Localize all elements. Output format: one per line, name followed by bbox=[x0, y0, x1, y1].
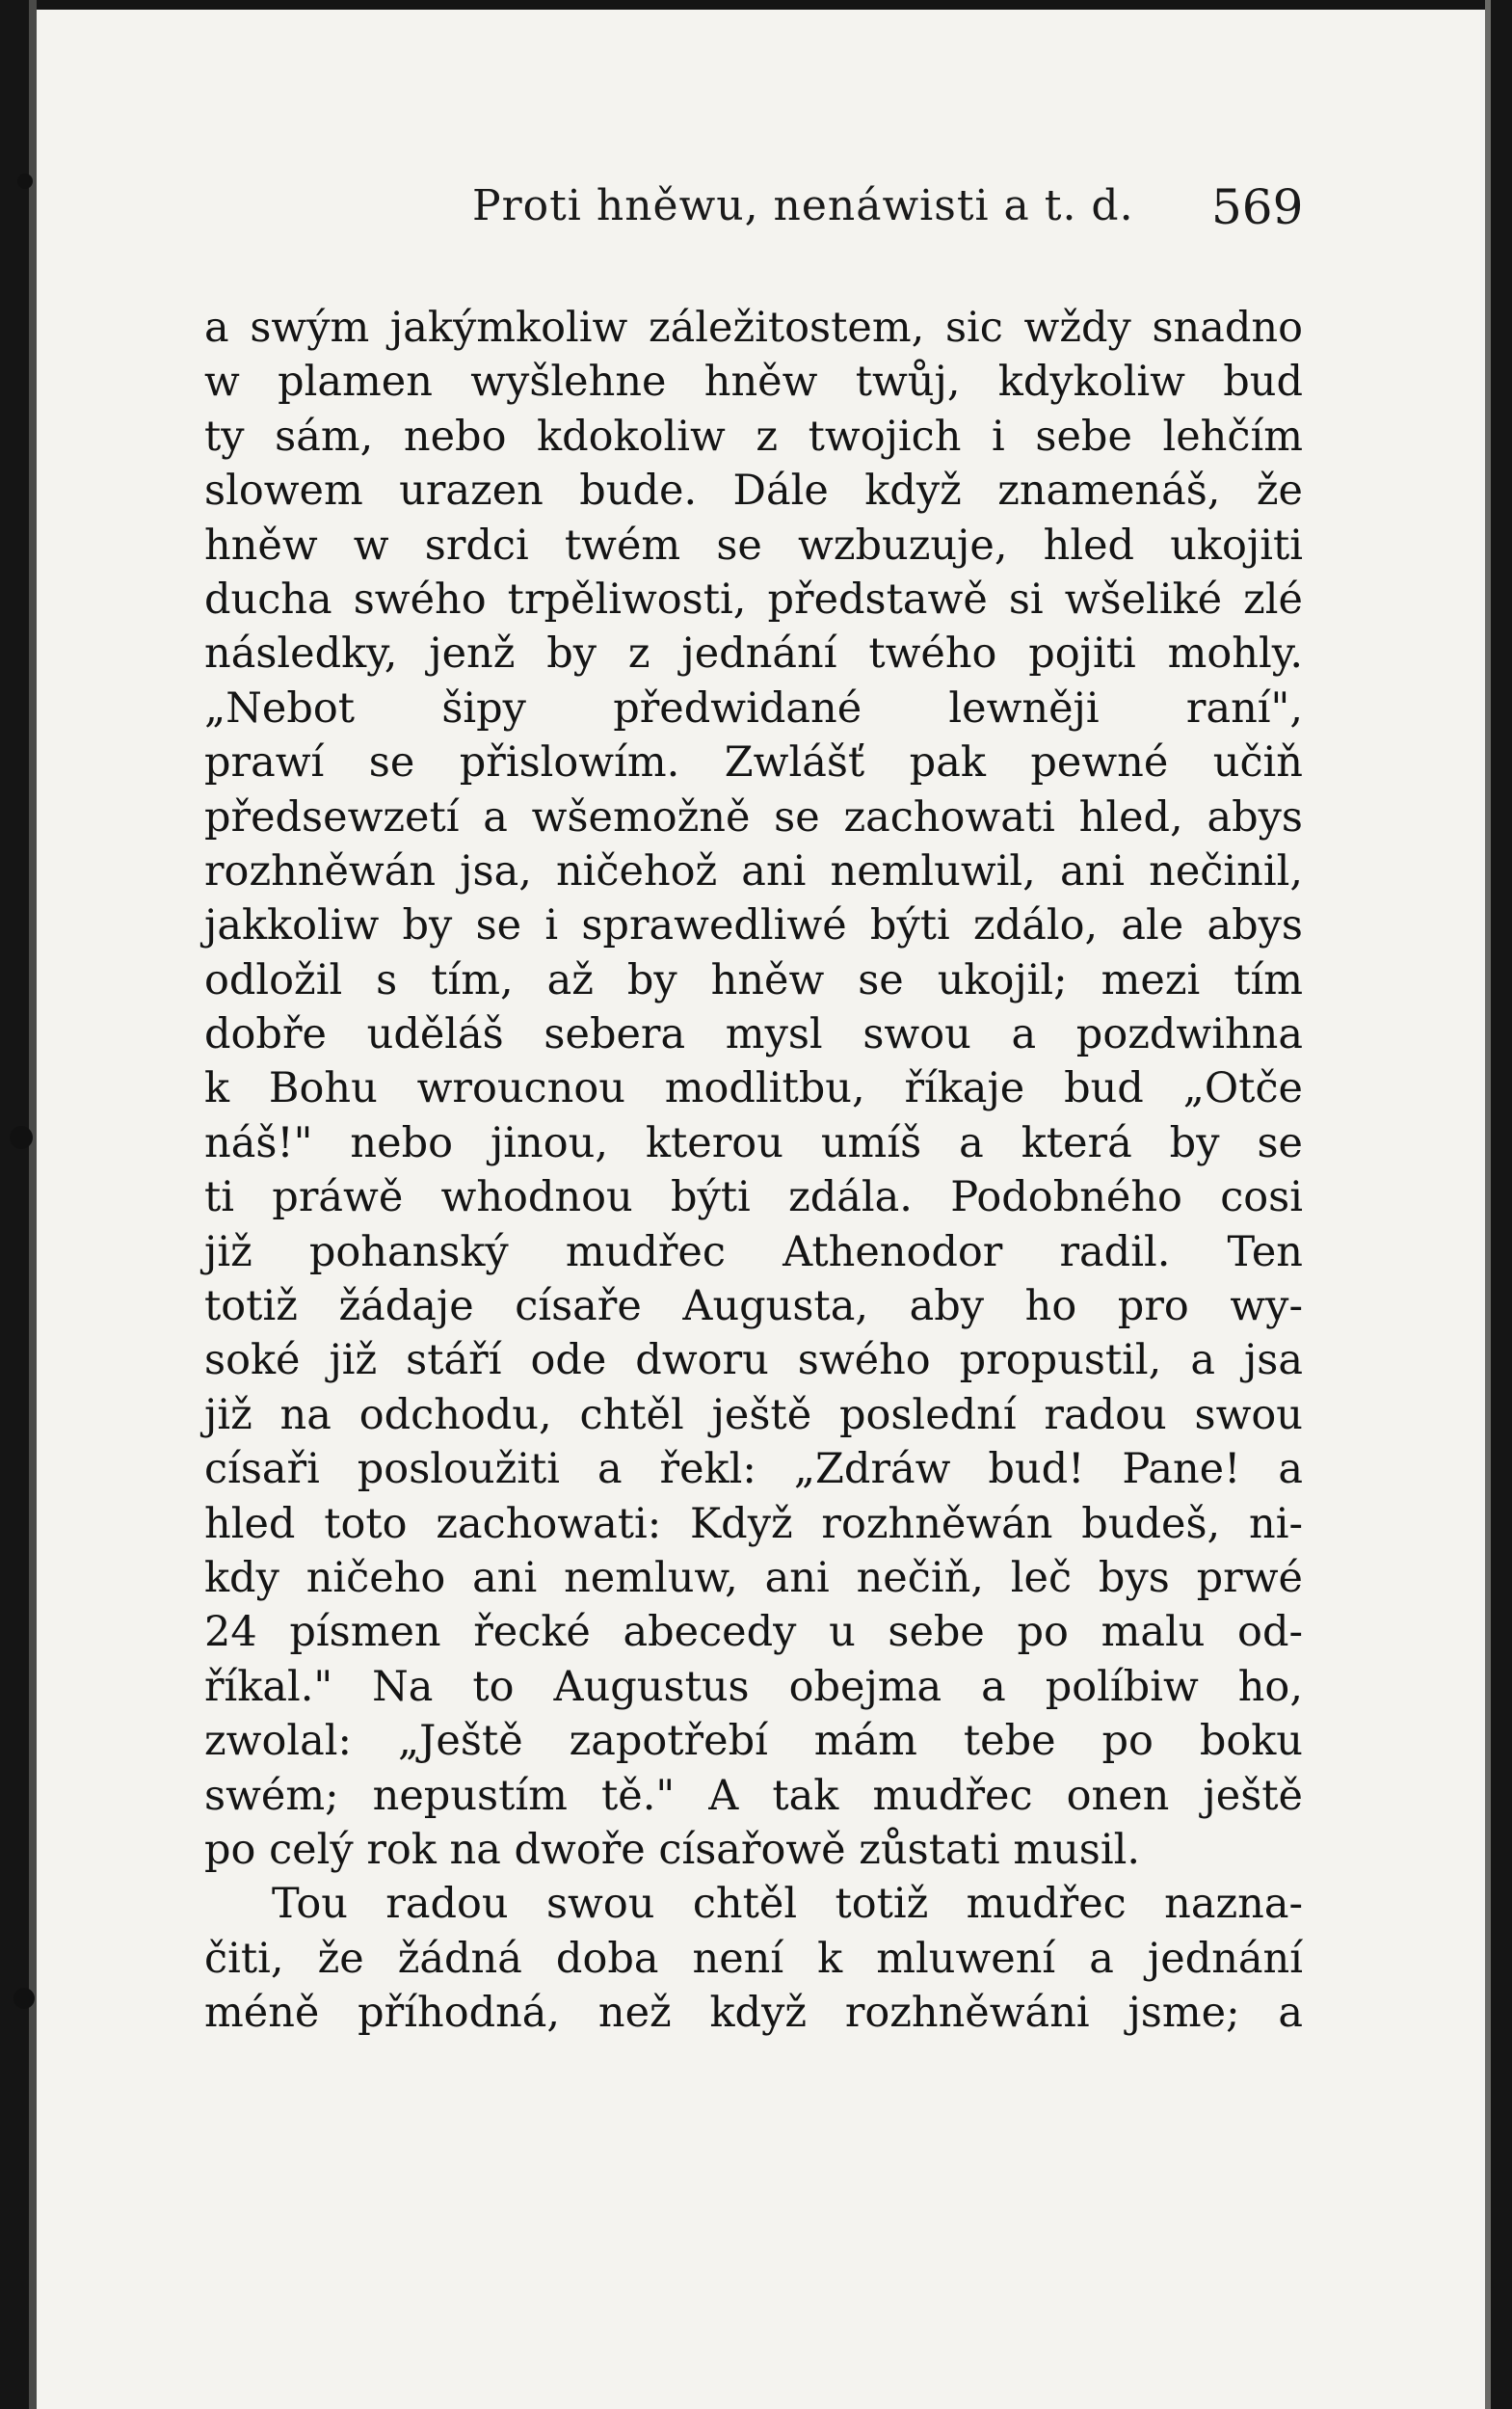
text-line: a swým jakýmkoliw záležitostem, sic wždy snadno bbox=[204, 304, 1303, 352]
text-line: dobře uděláš sebera mysl swou a pozdwihna bbox=[204, 1010, 1303, 1059]
text-line: kdy ničeho ani nemluw, ani nečiň, leč bys prwé bbox=[204, 1553, 1303, 1602]
text-line: čiti, že žádná doba není k mluwení a jednání bbox=[204, 1934, 1303, 1983]
page-number: 569 bbox=[1211, 179, 1304, 235]
text-line: k Bohu wroucnou modlitbu, říkaje bud „Otče bbox=[204, 1064, 1303, 1113]
scan-border-right bbox=[1491, 0, 1512, 2409]
scan-border-left-inner bbox=[29, 0, 37, 2409]
scan-border-right-inner bbox=[1485, 0, 1491, 2409]
text-line: prawí se přislowím. Zwlášť pak pewné učiň bbox=[204, 738, 1303, 788]
text-line: odložil s tím, až by hněw se ukojil; mezi tím bbox=[204, 955, 1303, 1004]
text-line: hněw w srdci twém se wzbuzuje, hled ukojiti bbox=[204, 521, 1303, 570]
text-line: císaři posloužiti a řekl: „Zdráw bud! Pane! a bbox=[204, 1445, 1303, 1494]
text-line: 24 písmen řecké abecedy u sebe po malu od- bbox=[204, 1608, 1303, 1657]
text-line: „Nebot šipy předwidané lewněji raní", bbox=[204, 683, 1303, 733]
text-line: ducha swého trpěliwosti, předstawě si wšeliké zlé bbox=[204, 575, 1303, 624]
text-line: po celý rok na dwoře císařowě zůstati musil. bbox=[204, 1825, 1141, 1874]
scan-speck bbox=[13, 1988, 35, 2009]
text-line: rozhněwán jsa, ničehož ani nemluwil, ani nečinil, bbox=[204, 846, 1303, 896]
scan-speck bbox=[10, 1126, 33, 1149]
text-line: ti práwě whodnou býti zdála. Podobného cosi bbox=[204, 1173, 1303, 1222]
text-line: následky, jenž by z jednání twého pojiti mohly. bbox=[204, 629, 1303, 679]
text-line: již na odchodu, chtěl ještě poslední radou swou bbox=[204, 1390, 1303, 1439]
scan-speck bbox=[17, 174, 33, 189]
text-line: slowem urazen bude. Dále když znamenáš, že bbox=[204, 467, 1303, 516]
text-line: hled toto zachowati: Když rozhněwán budeš, ni- bbox=[204, 1499, 1303, 1548]
text-line: Tou radou swou chtěl totiž mudřec nazna- bbox=[272, 1880, 1303, 1929]
scan-border-left bbox=[0, 0, 29, 2409]
text-line: ty sám, nebo kdokoliw z twojich i sebe lehčím bbox=[204, 412, 1303, 461]
text-line: w plamen wyšlehne hněw twůj, kdykoliw bud bbox=[204, 358, 1303, 407]
text-line: předsewzetí a wšemožně se zachowati hled, abys bbox=[204, 792, 1303, 842]
text-line: zwolal: „Ještě zapotřebí mám tebe po boku bbox=[204, 1717, 1303, 1766]
running-head: Proti hněwu, nenáwisti a t. d. bbox=[472, 181, 1134, 230]
text-line: jakkoliw by se i sprawedliwé býti zdálo, ale abys bbox=[204, 901, 1303, 950]
text-line: swém; nepustím tě." A tak mudřec onen ještě bbox=[204, 1771, 1303, 1820]
text-line: náš!" nebo jinou, kterou umíš a která by se bbox=[204, 1118, 1303, 1167]
scan-border-top bbox=[0, 0, 1512, 10]
text-line: již pohanský mudřec Athenodor radil. Ten bbox=[204, 1227, 1303, 1276]
text-line: říkal." Na to Augustus obejma a políbiw ho, bbox=[204, 1662, 1303, 1711]
body-text bbox=[204, 301, 1303, 2041]
text-line: soké již stáří ode dworu swého propustil, a jsa bbox=[204, 1336, 1303, 1385]
text-line: totiž žádaje císaře Augusta, aby ho pro wy- bbox=[204, 1282, 1303, 1331]
text-line: méně příhodná, než když rozhněwáni jsme; a bbox=[204, 1989, 1303, 2038]
